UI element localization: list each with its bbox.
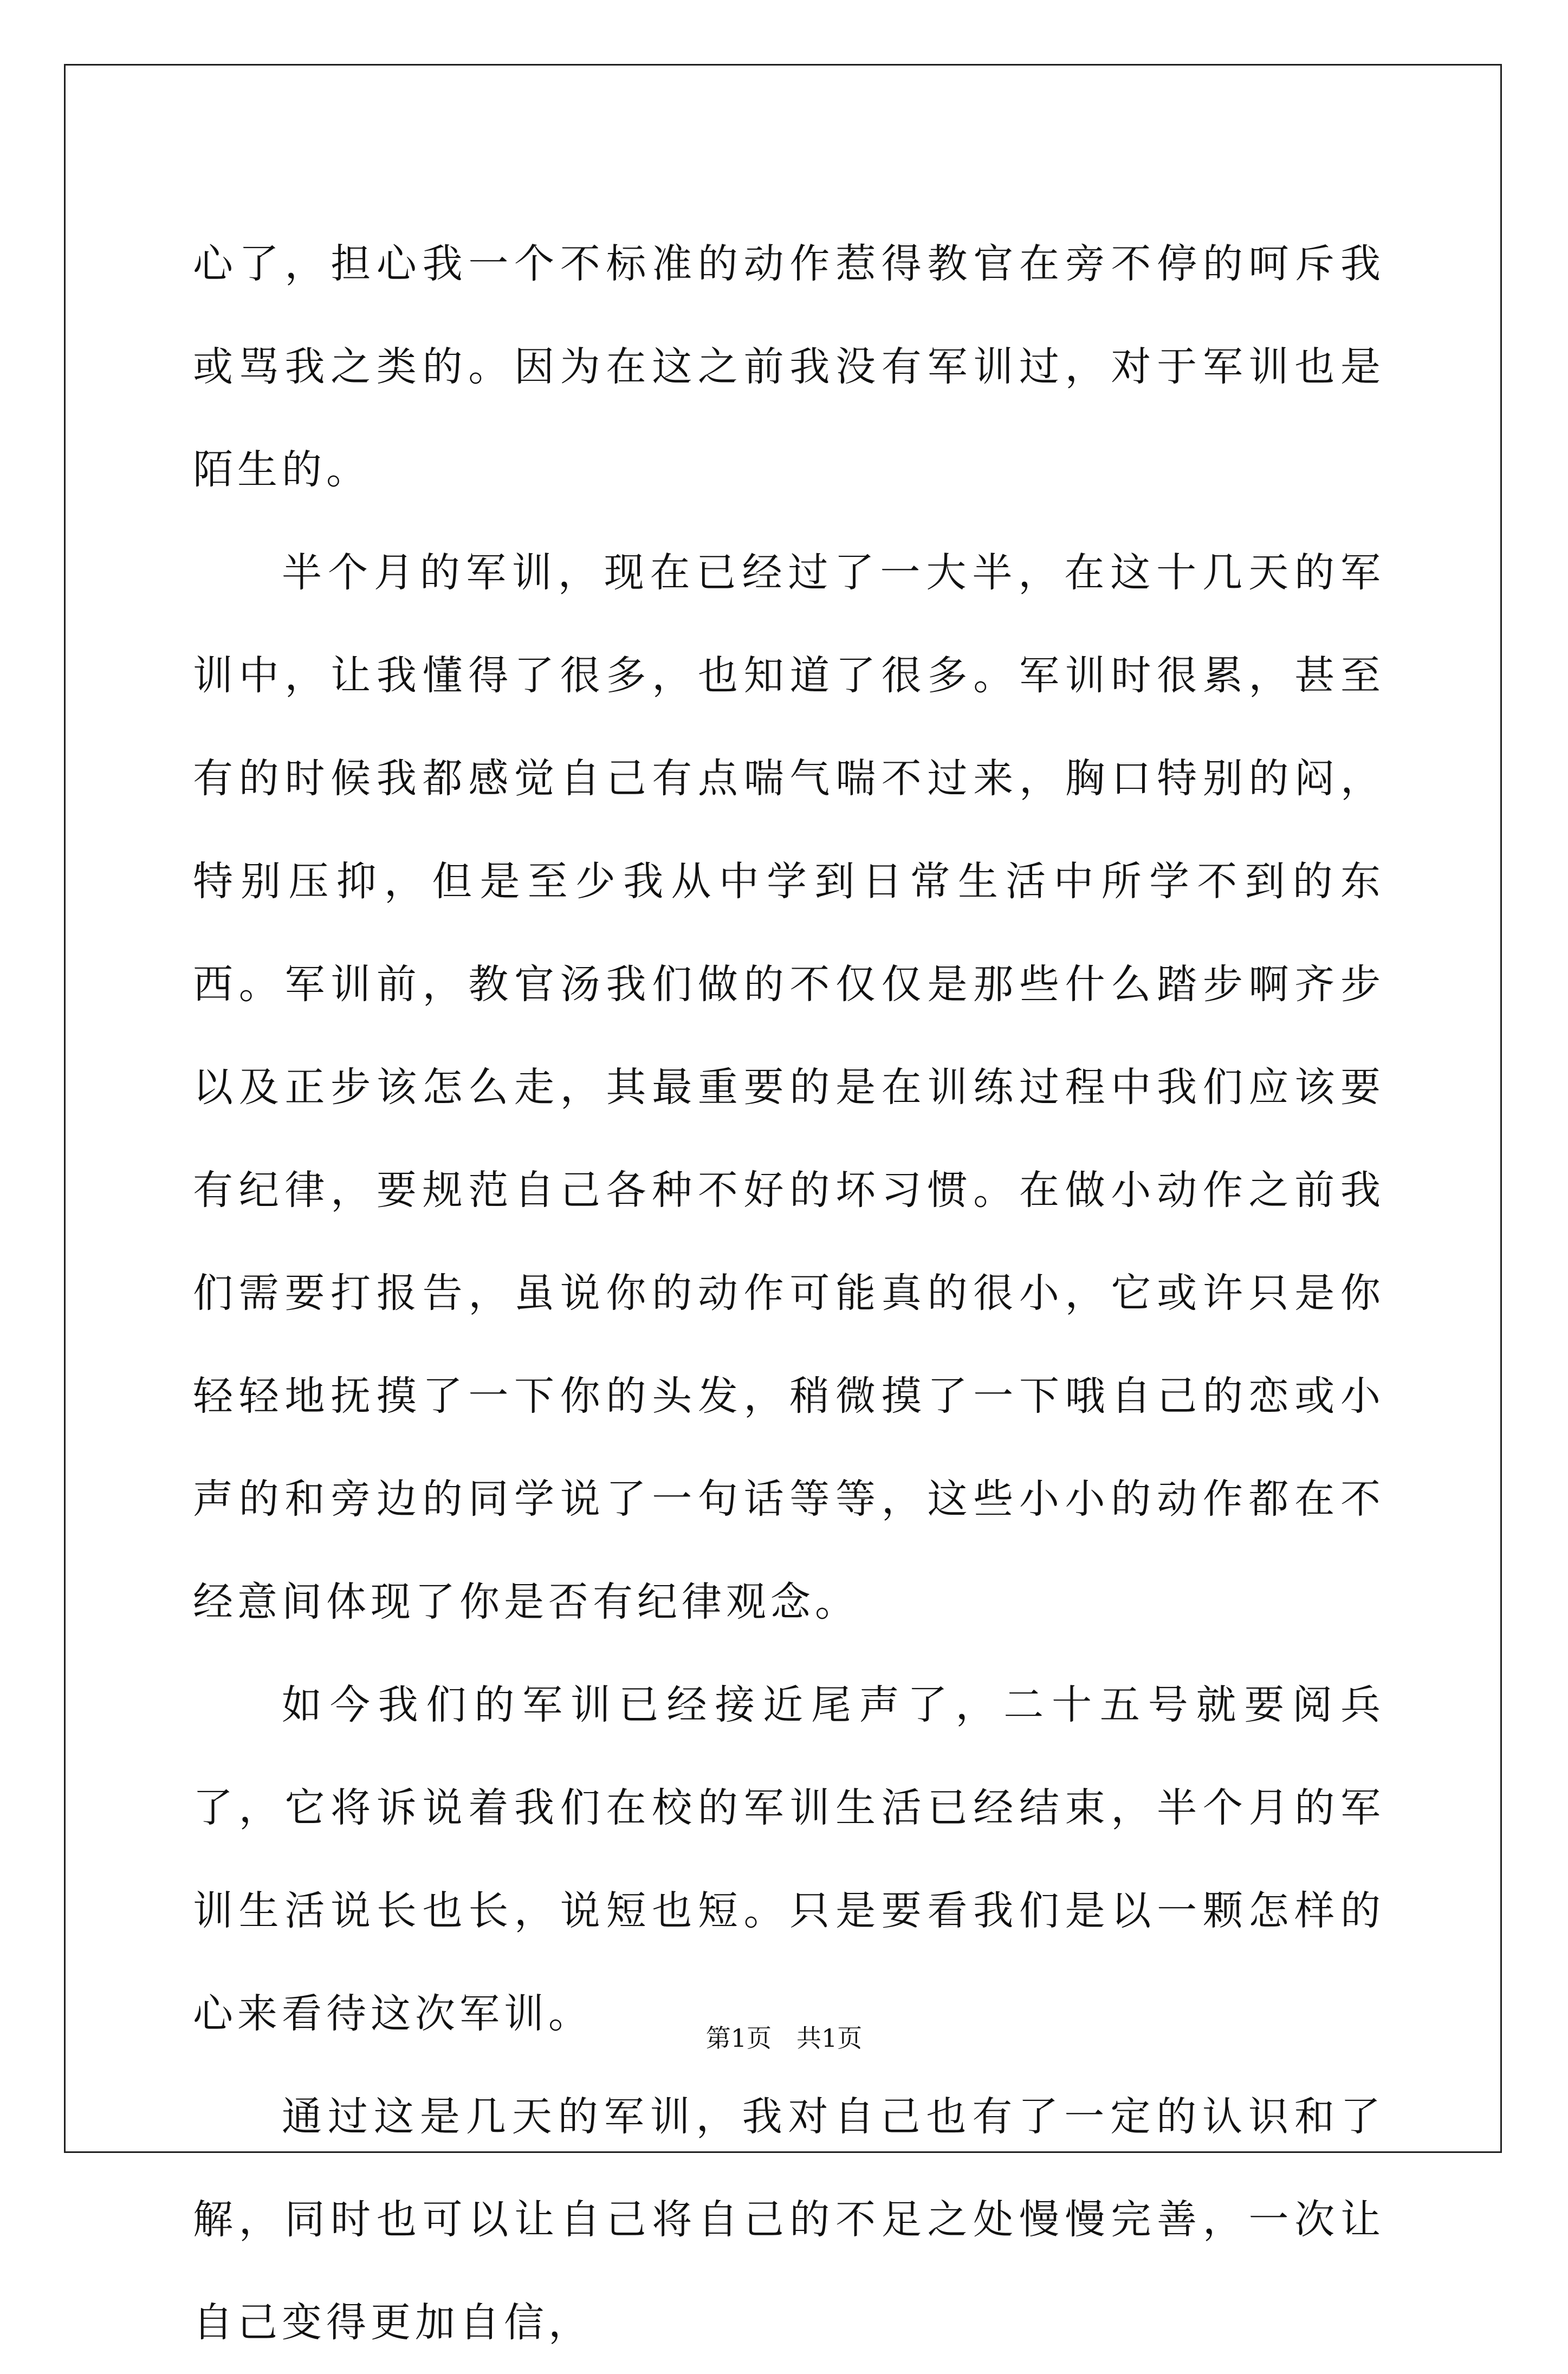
paragraph: 通过这是几天的军训，我对自己也有了一定的认识和了解，同时也可以让自己将自己的不足之处慢慢完善，一次让自己变得更加自信， — [193, 2093, 1385, 2346]
paragraph: 如今我们的军训已经接近尾声了，二十五号就要阅兵了，它将诉说着我们在校的军训生活已经结束，半个月的军训生活说长也长，说短也短。只是要看我们是以一颗怎样的心来看待这次军训。 — [193, 1682, 1385, 2037]
paragraph: 半个月的军训，现在已经过了一大半，在这十几天的军训中，让我懂得了很多，也知道了很多。军训时很累，甚至有的时候我都感觉自己有点喘气喘不过来，胸口特别的闷，特别压抑，但是至少我从中学到日常生活中所学不到的东西。军训前，教官汤我们做的不仅仅是那些什么踏步啊齐步以及正步该怎么走，其最重要的是在训练过程中我们应该要有纪律，要规范自己各种不好的坏习惯。在做小动作之前我们需要打报告，虽说你的动作可能真的很小，它或许只是你轻轻地抚摸了一下你的头发，稍微摸了一下哦自己的恋或小声的和旁边的同学说了一句话等等，这些小小的动作都在不经意间体现了你是否有纪律观念。 — [193, 549, 1385, 1625]
page-total: 共1页 — [796, 2023, 863, 2053]
paragraph: 心了，担心我一个不标准的动作惹得教官在旁不停的呵斥我或骂我之类的。因为在这之前我没有军训过，对于军训也是陌生的。 — [193, 241, 1385, 493]
page-number: 第1页 — [705, 2023, 772, 2053]
page-footer — [0, 2022, 1568, 2054]
